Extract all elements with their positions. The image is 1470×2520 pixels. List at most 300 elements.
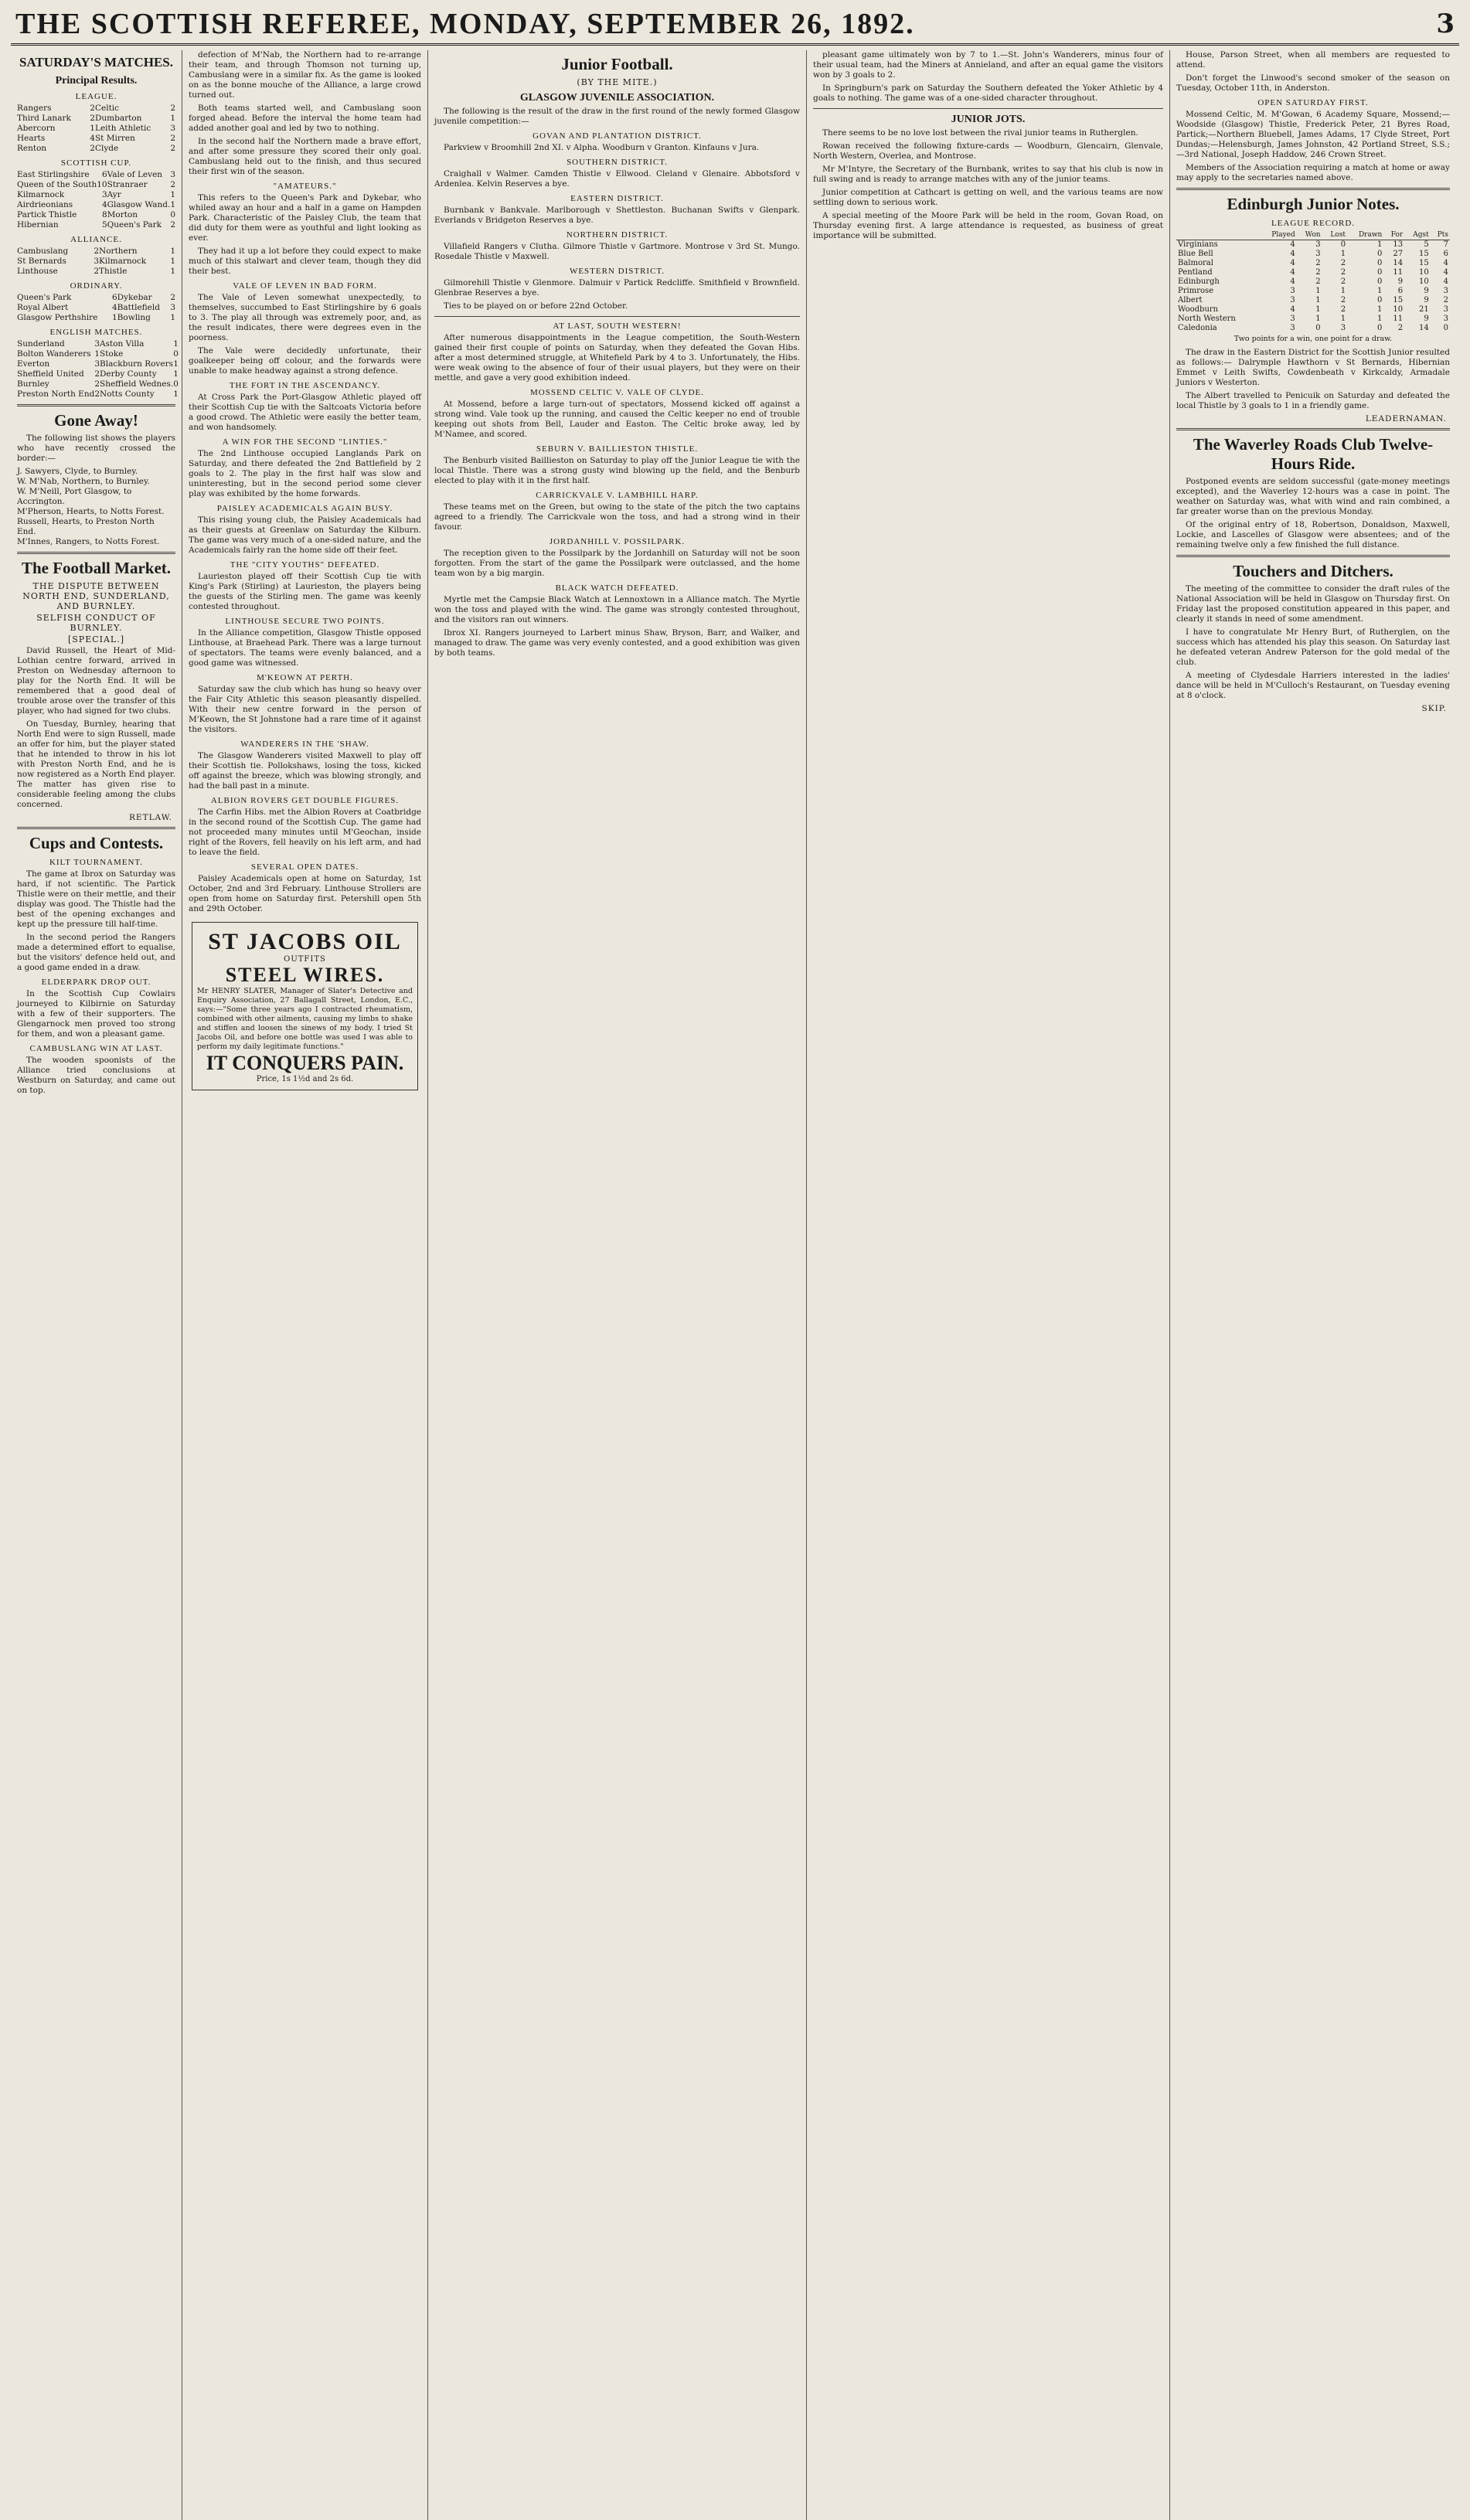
district-heading: GOVAN AND PLANTATION DISTRICT. xyxy=(533,131,702,141)
score: 2 xyxy=(94,379,100,389)
table-cell: 3 xyxy=(1443,287,1448,295)
table-cell: 0 xyxy=(1376,324,1383,332)
jordanhill-body xyxy=(434,549,800,579)
column-header: Pts xyxy=(1431,230,1450,240)
linthouse-sub: LINTHOUSE SECURE TWO POINTS. xyxy=(225,617,385,626)
table-cell: 3 xyxy=(1315,250,1321,258)
paragraph: The meeting of the committee to consider the draft rules of the National Association will be held in Glasgow on Thursday first. On Friday last the proposed constitution appeared in this paper, and clearly it stands in need of some amendment. xyxy=(1176,584,1450,624)
table-cell: 4 xyxy=(1443,277,1448,286)
team-name: Celtic xyxy=(94,104,120,113)
fort-body xyxy=(189,393,421,433)
paragraph: I have to congratulate Mr Henry Burt, of Rutherglen, on the success which has attended his play this season. On Saturday last he defeated veteran Andrew Paterson for the gold medal of the club. xyxy=(1176,627,1450,667)
advert-steel-wires: STEEL WIRES. xyxy=(225,964,385,986)
result-row xyxy=(17,349,179,359)
column-3 xyxy=(428,50,807,2520)
team-name: Kilmarnock xyxy=(17,190,65,199)
district-heading: NORTHERN DISTRICT. xyxy=(566,230,669,240)
score: 1 xyxy=(173,359,179,369)
result-row xyxy=(17,339,179,349)
advert-body: Mr HENRY SLATER, Manager of Slater's Detective and Enquiry Association, 27 Ballagall Street, London, E.C., says:—"Some three years ago I contracted rheumatism, combined with other ailments, causing my limbs to shake and stiffen and loosen the sinews of my body. I tried St Jacobs Oil, and before one bottle was used I was able to perform my daily legitimate functions." xyxy=(197,987,413,1051)
score: 6 xyxy=(101,170,107,179)
table-row xyxy=(1176,305,1450,315)
score: 2 xyxy=(170,180,176,189)
linthouse-body xyxy=(189,628,421,668)
paragraph: Postponed events are seldom successful (gate-money meetings excepted), and the Waverley 12-hours was a case in point. The weather on Saturday was, what with wind and rain combined, a far greater worse than on the previous Monday. xyxy=(1176,477,1450,516)
waverley-title: The Waverley Roads Club Twelve-Hours Ride. xyxy=(1193,435,1434,473)
saturday-matches-title: SATURDAY'S MATCHES. xyxy=(19,55,173,70)
paisley-body xyxy=(189,515,421,556)
result-row xyxy=(17,247,175,257)
paragraph: This refers to the Queen's Park and Dykebar, who whiled away an hour and a half in a game on Hampden Park. Characteristic of the Paisley Club, the team that did duty for them were as youthful and light looking as ever. xyxy=(189,193,421,243)
paragraph: Ibrox XI. Rangers journeyed to Larbert minus Shaw, Bryson, Barr, and Walker, and managed to draw. The game was very evenly contested, and a good exhibition was given by both teams. xyxy=(434,628,800,658)
score: 2 xyxy=(170,144,175,153)
table-cell: Blue Bell xyxy=(1178,250,1213,258)
advert-headline: ST JACOBS OIL xyxy=(208,929,402,954)
table-cell: 2 xyxy=(1315,277,1321,286)
table-cell: 15 xyxy=(1393,296,1404,304)
team-name: Battlefield xyxy=(117,303,160,312)
score: 2 xyxy=(94,247,100,256)
english-heading: ENGLISH MATCHES. xyxy=(49,328,143,337)
advert-conquers-pain: IT CONQUERS PAIN. xyxy=(206,1052,404,1074)
table-cell: 4 xyxy=(1290,240,1295,249)
table-cell: 9 xyxy=(1424,287,1429,295)
linties-sub: A WIN FOR THE SECOND "LINTIES." xyxy=(222,437,388,447)
score: 2 xyxy=(170,220,176,230)
paragraph: After numerous disappointments in the League competition, the South-Western gained their first couple of points on Saturday, when they defeated the Govan Hibs. after a most determined struggle, at Whitefield Park by 4 to 3. Unfortunately, the Hibs. were weak owing to the absence of four of their usual players, but they were on their mettle, and gave a very good exhibition indeed. xyxy=(434,333,800,383)
touchers-body xyxy=(1176,584,1450,701)
haw-body xyxy=(189,751,421,791)
edinburgh-notes-body xyxy=(1176,348,1450,411)
albion-body xyxy=(189,808,421,858)
table-cell: 0 xyxy=(1315,324,1321,332)
list-item: Russell, Hearts, to Preston North End. xyxy=(17,517,155,536)
team-name: Dumbarton xyxy=(94,114,142,123)
result-row xyxy=(17,389,179,400)
youths-body xyxy=(189,572,421,612)
paragraph: The Vale of Leven somewhat unexpectedly, to themselves, succumbed to East Stirlingshire by 6 goals to 3. The play all through was extremely poor, and, as the result indicates, there were degrees even in the poorness. xyxy=(189,293,421,342)
result-row xyxy=(17,303,175,313)
score: 1 xyxy=(170,114,175,123)
score: 1 xyxy=(170,267,175,276)
team-name: Morton xyxy=(107,210,138,219)
team-name: St Bernards xyxy=(17,257,66,266)
score: 10 xyxy=(97,180,107,189)
team-name: Partick Thistle xyxy=(17,210,77,219)
table-cell: 2 xyxy=(1340,296,1346,304)
table-cell: 11 xyxy=(1393,268,1404,277)
team-name: Kilmarnock xyxy=(99,257,147,266)
column-header: Won xyxy=(1297,230,1322,240)
table-cell: 1 xyxy=(1340,250,1346,258)
paragraph: Of the original entry of 18, Robertson, Donaldson, Maxwell, Lockie, and Lascelles of Glasgow were absentees; and of the remaining twelve only a few finished the full distance. xyxy=(1176,520,1450,549)
table-cell: 15 xyxy=(1419,250,1429,258)
score: 3 xyxy=(170,303,175,312)
table-cell: 3 xyxy=(1443,305,1448,314)
score: 3 xyxy=(94,257,100,266)
table-cell: 3 xyxy=(1290,287,1295,295)
team-name: Vale of Leven xyxy=(107,170,163,179)
linties-body xyxy=(189,449,421,499)
score: 1 xyxy=(173,339,179,349)
table-cell: 1 xyxy=(1376,315,1383,323)
football-market-signature: RETLAW. xyxy=(129,813,172,822)
score: 1 xyxy=(170,247,175,256)
paragraph: defection of M'Nab, the Northern had to re-arrange their team, and through Thomson not turning up, Cambuslang were in a similar fix. As the game is looked on as the bonne mouche of the Alliance, a large crowd turned out. xyxy=(189,50,421,100)
table-cell: 10 xyxy=(1419,277,1429,286)
team-name: Hibernian xyxy=(17,220,59,230)
black-watch-sub: BLACK WATCH DEFEATED. xyxy=(555,583,679,593)
masthead xyxy=(11,5,1459,46)
score: 2 xyxy=(90,104,95,113)
junior-football-title: Junior Football. xyxy=(561,55,673,73)
score: 2 xyxy=(94,267,100,276)
score: 3 xyxy=(170,124,175,133)
table-cell: Edinburgh xyxy=(1178,277,1220,286)
team-name: East Stirlingshire xyxy=(17,170,90,179)
team-name: Notts County xyxy=(100,389,155,399)
table-cell: 4 xyxy=(1443,268,1448,277)
black-watch-body xyxy=(434,595,800,625)
score: 2 xyxy=(94,389,100,399)
paragraph: The Glasgow Wanderers visited Maxwell to play off their Scottish tie. Pollokshaws, losing the toss, kicked off against the breeze, which was blowing strongly, and had the ball past in a minute. xyxy=(189,751,421,791)
table-cell: 10 xyxy=(1393,305,1404,314)
paragraph: David Russell, the Heart of Mid-Lothian centre forward, arrived in Preston on Wednesday afternoon to play for the North End. It will be remembered that a good deal of trouble arose over the transfer of this player, who had signed for two clubs. xyxy=(17,646,175,716)
team-name: Preston North End xyxy=(17,389,95,399)
league-record-title: LEAGUE RECORD. xyxy=(1271,219,1356,228)
score: 3 xyxy=(170,170,176,179)
paragraph: The Benburb visited Baillieston on Saturday to play off the Junior League tie with the local Thistle. There was a strong gusty wind blowing up the field, and the Benburb elected to play with it in the first half. xyxy=(434,456,800,485)
paragraph: House, Parson Street, when all members are requested to attend. xyxy=(1176,50,1450,70)
table-row xyxy=(1176,259,1450,268)
table-cell: 21 xyxy=(1419,305,1429,314)
score: 1 xyxy=(173,389,179,399)
score: 0 xyxy=(173,379,179,389)
table-cell: 0 xyxy=(1376,296,1383,304)
open-saturday-sub: OPEN SATURDAY FIRST. xyxy=(1257,98,1369,107)
table-cell: 1 xyxy=(1315,296,1321,304)
youths-sub: THE "CITY YOUTHS" DEFEATED. xyxy=(230,560,380,570)
result-row xyxy=(17,379,179,389)
paisley-sub: PAISLEY ACADEMICALS AGAIN BUSY. xyxy=(216,504,393,513)
paragraph: The Albert travelled to Penicuik on Saturday and defeated the local Thistle by 3 goals to 1 in a friendly game. xyxy=(1176,391,1450,410)
table-cell: 2 xyxy=(1340,305,1346,314)
table-row xyxy=(1176,250,1450,259)
result-row xyxy=(17,200,175,210)
paragraph: Don't forget the Linwood's second smoker of the season on Tuesday, October 11th, in Anderston. xyxy=(1176,73,1450,93)
paragraph: In the second half the Northern made a brave effort, and after some pressure they scored their only goal. Cambuslang held out to the finish, and thus secured their first win of the season. xyxy=(189,137,421,176)
paragraph: A special meeting of the Moore Park will be held in the room, Govan Road, on Thursday evening first. A large attendance is requested, as business of great importance will be submitted. xyxy=(813,211,1163,240)
carrickvale-sub: CARRICKVALE V. LAMBHILL HARP. xyxy=(536,491,699,500)
table-cell: 6 xyxy=(1397,287,1404,295)
team-name: Stranraer xyxy=(107,180,148,189)
football-market-special: [SPECIAL.] xyxy=(67,634,125,644)
table-row xyxy=(1176,296,1450,305)
score: 3 xyxy=(101,190,107,199)
table-cell: 15 xyxy=(1419,259,1429,267)
team-name: Queen of the South xyxy=(17,180,97,189)
team-name: Sheffield United xyxy=(17,369,84,379)
table-cell: 9 xyxy=(1397,277,1404,286)
column-header: For xyxy=(1383,230,1404,240)
table-cell: 2 xyxy=(1397,324,1404,332)
dates-sub: SEVERAL OPEN DATES. xyxy=(250,862,359,872)
junior-byline: (BY THE MITE.) xyxy=(577,77,658,87)
jordanhill-sub: JORDANHILL V. POSSILPARK. xyxy=(549,537,686,546)
table-cell: 13 xyxy=(1393,240,1404,249)
table-cell: Woodburn xyxy=(1178,305,1219,314)
junior-jots-title: JUNIOR JOTS. xyxy=(951,114,1026,125)
paragraph: The game at Ibrox on Saturday was hard, if not scientific. The Partick Thistle were on their mettle, and their display was good. The Thistle had the best of the opening exchanges and kept up the pressure till half-time. xyxy=(17,869,175,929)
list-item: J. Sawyers, Clyde, to Burnley. xyxy=(17,467,138,476)
team-name: Royal Albert xyxy=(17,303,69,312)
table-cell: 7 xyxy=(1443,240,1448,249)
column-header: Drawn xyxy=(1347,230,1383,240)
district-ties: Gilmorehill Thistle v Glenmore. Dalmuir v Partick Redcliffe. Smithfield v Brownfield. Glenbrae Reserves a bye. xyxy=(434,278,800,298)
result-row xyxy=(17,180,175,190)
result-row xyxy=(17,313,175,323)
cup-heading: SCOTTISH CUP. xyxy=(60,158,132,168)
paragraph: This rising young club, the Paisley Academicals had as their guests at Greenlaw on Saturday the Kilburn. The game was very much of a one-sided nature, and the Academicals fairly ran the home side off their feet. xyxy=(189,515,421,555)
elderpark-body xyxy=(17,989,175,1039)
table-cell: 2 xyxy=(1315,268,1321,277)
gone-away-list xyxy=(17,467,175,547)
table-cell: Albert xyxy=(1178,296,1203,304)
list-item: W. M'Neill, Port Glasgow, to Accrington. xyxy=(17,487,132,506)
table-cell: 3 xyxy=(1340,324,1346,332)
ordinary-results xyxy=(17,293,175,323)
paragraph: Saturday saw the club which has hung so heavy over the Fair City Athletic this season pleasantly dispelled. With their new centre forward in the person of M'Keown, the St Johnstone had a rare time of it against the visitors. xyxy=(189,685,421,734)
table-cell: Primrose xyxy=(1178,287,1214,295)
ordinary-heading: ORDINARY. xyxy=(70,281,123,291)
table-cell: 0 xyxy=(1443,324,1448,332)
paragraph: They had it up a lot before they could expect to make much of this stalwart and clever team, though they did their best. xyxy=(189,247,421,276)
table-cell: 9 xyxy=(1424,315,1429,323)
team-name: Blackburn Rovers xyxy=(100,359,173,369)
table-cell: 14 xyxy=(1419,324,1429,332)
paragraph: Members of the Association requiring a match at home or away may apply to the secretaries named above. xyxy=(1176,163,1450,182)
paragraph: The 2nd Linthouse occupied Langlands Park on Saturday, and there defeated the 2nd Battlefield by 2 goals to 2. The play in the first half was slow and uninteresting, but in the second period some clever play was exhibited by the home forwards. xyxy=(189,449,421,498)
table-cell: 0 xyxy=(1340,240,1346,249)
table-cell: 1 xyxy=(1315,287,1321,295)
football-market-sub2: SELFISH CONDUCT OF BURNLEY. xyxy=(36,613,156,633)
juvenile-draws xyxy=(434,131,800,298)
cups-contests-body xyxy=(17,869,175,973)
table-row xyxy=(1176,287,1450,296)
kilt-tournament-sub: KILT TOURNAMENT. xyxy=(49,858,144,867)
paragraph: The Carfin Hibs. met the Albion Rovers at Coatbridge in the second round of the Scottish Cup. The game had not proceeded many minutes until M'Geochan, inside right of the Rovers, fell heavily on his left arm, and had to leave the field. xyxy=(189,808,421,857)
col2-intro-body xyxy=(189,50,421,177)
table-row xyxy=(1176,324,1450,333)
table-cell: 27 xyxy=(1393,250,1404,258)
table-cell: 0 xyxy=(1376,250,1383,258)
result-row xyxy=(17,124,175,134)
columns xyxy=(11,50,1459,2520)
cup-results xyxy=(17,170,175,230)
score: 4 xyxy=(90,134,95,143)
table-cell: 2 xyxy=(1443,296,1448,304)
team-name: Aston Villa xyxy=(100,339,145,349)
team-name: Glasgow Perthshire xyxy=(17,313,98,322)
result-row xyxy=(17,359,179,369)
haw-sub: WANDERERS IN THE 'SHAW. xyxy=(240,740,369,749)
table-cell: 10 xyxy=(1419,268,1429,277)
dates-body xyxy=(189,874,421,914)
amateurs-body xyxy=(189,193,421,277)
table-cell: 4 xyxy=(1290,259,1295,267)
table-cell: 4 xyxy=(1290,250,1295,258)
table-cell: 2 xyxy=(1315,259,1321,267)
advert-outfits: OUTFITS xyxy=(284,955,326,964)
team-name: Dykebar xyxy=(117,293,152,302)
cambuslang-sub: CAMBUSLANG WIN AT LAST. xyxy=(29,1044,163,1053)
paragraph: In the second period the Rangers made a determined effort to equalise, but the visitors' defence held out, and a good game ended in a draw. xyxy=(17,933,175,972)
albion-sub: ALBION ROVERS GET DOUBLE FIGURES. xyxy=(210,796,400,805)
paragraph: The reception given to the Possilpark by the Jordanhill on Saturday will not be soon forgotten. From the start of the game the Possilpark were outclassed, and the home team won by a big margin. xyxy=(434,549,800,578)
result-row xyxy=(17,144,175,154)
team-name: Clyde xyxy=(94,144,119,153)
touchers-signature: SKIP. xyxy=(1421,704,1447,713)
open-saturday-body xyxy=(1176,110,1450,183)
table-cell: 3 xyxy=(1315,240,1321,249)
column-2 xyxy=(182,50,428,2520)
result-row xyxy=(17,114,175,124)
column-header xyxy=(1176,230,1260,240)
table-cell: 1 xyxy=(1340,315,1346,323)
vale-body xyxy=(189,293,421,376)
seburn-sub: SEBURN V. BAILLIESTON THISTLE. xyxy=(536,444,699,454)
score: 2 xyxy=(170,134,175,143)
table-cell: 2 xyxy=(1340,277,1346,286)
league-record-header xyxy=(1176,230,1450,240)
score: 5 xyxy=(101,220,107,230)
team-name: Leith Athletic xyxy=(94,124,151,133)
paragraph: At Mossend, before a large turn-out of spectators, Mossend kicked off against a strong wind. Vale took up the running, and caused the Celtic keeper no end of trouble keeping out shots from Bell, Lauder and Easton. The Celtic broke away, led by M'Namee, and scored. xyxy=(434,400,800,439)
paragraph: A meeting of Clydesdale Harriers interested in the ladies' dance will be held in M'Culloch's Restaurant, on Tuesday evening at 8 o'clock. xyxy=(1176,671,1450,700)
result-row xyxy=(17,293,175,303)
league-heading: LEAGUE. xyxy=(75,92,117,101)
team-name: Burnley xyxy=(17,379,49,389)
gone-away-intro: The following list shows the players who have recently crossed the border:— xyxy=(17,434,175,463)
list-item: M'Innes, Rangers, to Notts Forest. xyxy=(17,537,160,546)
football-market-sub1: THE DISPUTE BETWEEN NORTH END, SUNDERLAND, AND BURNLEY. xyxy=(22,581,170,611)
table-cell: 0 xyxy=(1376,268,1383,277)
paragraph: On Tuesday, Burnley, hearing that North End were to sign Russell, made an offer for him, but the player stated that he intended to throw in his lot with Preston North End, and he is now registered as a North End player. The matter has given rise to considerable feeling among the clubs concerned. xyxy=(17,719,175,809)
column-header: Agst xyxy=(1404,230,1431,240)
paragraph: In Springburn's park on Saturday the Southern defeated the Yoker Athletic by 4 goals to nothing. The game was of a one-sided character throughout. xyxy=(813,83,1163,103)
score: 6 xyxy=(111,293,117,302)
paragraph: Laurieston played off their Scottish Cup tie with King's Park (Stirling) at Laurieston, the players being the guests of the Stirling men. The game was keenly contested throughout. xyxy=(189,572,421,611)
team-name: Ayr xyxy=(107,190,121,199)
score: 3 xyxy=(94,359,100,369)
column-1 xyxy=(11,50,182,2520)
district-heading: WESTERN DISTRICT. xyxy=(569,267,665,276)
col5-intro-body xyxy=(1176,50,1450,94)
team-name: Glasgow Wand. xyxy=(107,200,171,209)
result-row xyxy=(17,369,179,379)
score: 2 xyxy=(170,104,175,113)
team-name: Cambuslang xyxy=(17,247,69,256)
paragraph: At Cross Park the Port-Glasgow Athletic played off their Scottish Cup tie with the Saltcoats Victoria before a good crowd. The Athletic were easily the better team, and won handsomely. xyxy=(189,393,421,432)
score: 0 xyxy=(170,210,176,219)
st-jacobs-oil-advert xyxy=(192,922,418,1090)
team-name: Third Lanark xyxy=(17,114,71,123)
team-name: Sunderland xyxy=(17,339,65,349)
south-western-body xyxy=(434,333,800,383)
masthead-title: THE SCOTTISH REFEREE, MONDAY, SEPTEMBER 26, 1892. xyxy=(15,8,915,40)
team-name: Bowling xyxy=(117,313,151,322)
column-header: Lost xyxy=(1322,230,1347,240)
table-cell: Balmoral xyxy=(1178,259,1213,267)
table-cell: 14 xyxy=(1393,259,1404,267)
team-name: Derby County xyxy=(100,369,157,379)
junior-jots-body xyxy=(813,128,1163,241)
table-cell: 3 xyxy=(1290,296,1295,304)
mossend-body xyxy=(434,400,800,440)
table-cell: 9 xyxy=(1424,296,1429,304)
page-number: 3 xyxy=(1436,9,1455,39)
score: 1 xyxy=(94,349,100,359)
table-cell: Pentland xyxy=(1178,268,1213,277)
table-cell: 1 xyxy=(1376,240,1383,249)
score: 1 xyxy=(170,190,176,199)
edinburgh-notes-title: Edinburgh Junior Notes. xyxy=(1227,195,1400,213)
perth-sub: M'KEOWN AT PERTH. xyxy=(257,673,353,682)
score: 2 xyxy=(90,144,95,153)
list-item: W. M'Nab, Northern, to Burnley. xyxy=(17,477,150,486)
table-cell: 4 xyxy=(1290,277,1295,286)
score: 1 xyxy=(111,313,117,322)
table-row xyxy=(1176,315,1450,324)
table-row xyxy=(1176,277,1450,287)
table-cell: 5 xyxy=(1424,240,1429,249)
score: 0 xyxy=(173,349,179,359)
result-row xyxy=(17,190,175,200)
paragraph: Mr M'Intyre, the Secretary of the Burnbank, writes to say that his club is now in full swing and is ready to arrange matches with any of the junior teams. xyxy=(813,165,1163,184)
paragraph: The wooden spoonists of the Alliance tried conclusions at Westburn on Saturday, and came out on top. xyxy=(17,1056,175,1095)
score: 1 xyxy=(173,369,179,379)
paragraph: The draw in the Eastern District for the Scottish Junior resulted as follows:— Dalrymple Hawthorn v St Bernards, Hibernian Emmet v Leith Swifts, Cowdenbeath v Kirkcaldy, Armadale Juniors v Westerton. xyxy=(1176,348,1450,387)
ibrox-body xyxy=(434,628,800,658)
list-item: M'Pherson, Hearts, to Notts Forest. xyxy=(17,507,165,516)
carrickvale-body xyxy=(434,502,800,532)
table-cell: 0 xyxy=(1376,259,1383,267)
team-name: Northern xyxy=(99,247,138,256)
table-cell: 1 xyxy=(1315,315,1321,323)
result-row xyxy=(17,104,175,114)
table-cell: 4 xyxy=(1290,268,1295,277)
score: 1 xyxy=(170,257,175,266)
score: 1 xyxy=(90,124,95,133)
juvenile-intro: The following is the result of the draw in the first round of the newly formed Glasgow juvenile competition:— xyxy=(434,107,800,126)
district-heading: EASTERN DISTRICT. xyxy=(570,194,664,203)
result-row xyxy=(17,257,175,267)
table-cell: 11 xyxy=(1393,315,1404,323)
paragraph: Both teams started well, and Cambuslang soon forged ahead. Before the interval the home team had added another goal and led by two to nothing. xyxy=(189,104,421,133)
table-cell: 1 xyxy=(1315,305,1321,314)
paragraph: Mossend Celtic, M. M'Gowan, 6 Academy Square, Mossend;—Woodside (Glasgow) Thistle, Frederick Peter, 21 Byres Road, Partick;—Northern Bluebell, James Adams, 17 Clyde Street, Port Dundas;—Helensburgh, James Johnston, 42 Portland Street, S.S.;—3rd National, Joseph Haddow, 246 Crown Street. xyxy=(1176,110,1450,159)
table-row xyxy=(1176,268,1450,277)
paragraph: There seems to be no love lost between the rival junior teams in Rutherglen. xyxy=(822,128,1138,138)
result-row xyxy=(17,210,175,220)
score: 1 xyxy=(170,200,176,209)
team-name: Hearts xyxy=(17,134,46,143)
edinburgh-notes-signature: LEADERNAMAN. xyxy=(1365,414,1447,423)
column-5 xyxy=(1170,50,1456,2520)
result-row xyxy=(17,170,175,180)
table-cell: 3 xyxy=(1290,315,1295,323)
touchers-title: Touchers and Ditchers. xyxy=(1233,562,1393,580)
